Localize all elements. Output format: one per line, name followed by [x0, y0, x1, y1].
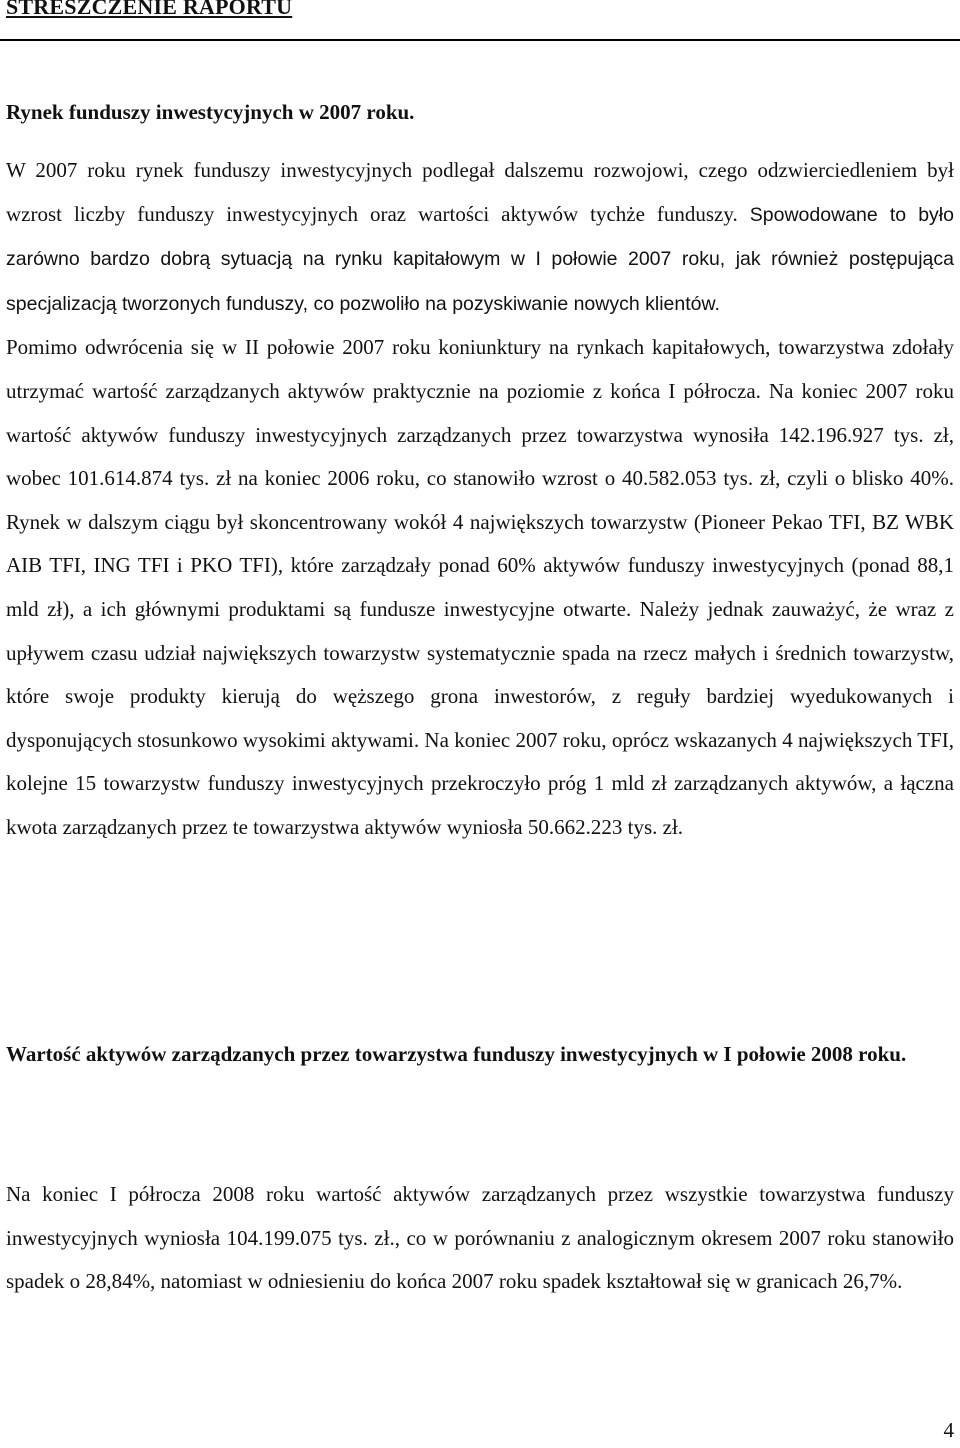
paragraph-market-details: Pomimo odwrócenia się w II połowie 2007 roku koniunktury na rynkach kapitałowych, towarzystwa zdołały utrzymać wartość zarządzanych aktywów praktycznie na poziomie z końca I półrocza. Na koniec 2007 roku wartość aktywów funduszy inwestycyjnych zarządzanych przez towarzystwa wynosiła 142.196.927 tys. zł, wobec 101.614.874 tys. zł na koniec 2006 roku, co stanowiło wzrost o 40.582.053 tys. zł, czyli o blisko 40%. Rynek w dalszym ciągu był skoncentrowany wokół 4 największych towarzystw (Pioneer Pekao TFI, BZ WBK AIB TFI, ING TFI i PKO TFI), które zarządzały ponad 60% aktywów funduszy inwestycyjnych (ponad 88,1 mld zł), a ich głównymi produktami są fundusze inwestycyjne otwarte. Należy jednak zauważyć, że wraz z upływem czasu udział największych towarzystw systematycznie spada na rzecz małych i średnich towarzystw, które swoje produkty kierują do węższego grona inwestorów, z reguły bardziej wyedukowanych i dysponujących stosunkowo wysokimi aktywami. Na koniec 2007 roku, oprócz wskazanych 4 największych TFI, kolejne 15 towarzystw funduszy inwestycyjnych przekroczyło próg 1 mld zł zarządzanych aktywów, a łączna kwota zarządzanych przez te towarzystwa aktywów wyniosła 50.662.223 tys. zł.: [6, 335, 954, 839]
section-1-body: [6, 149, 954, 850]
page-header-title: STRESZCZENIE RAPORTU: [6, 0, 293, 19]
header-divider: [0, 39, 960, 41]
paragraph-intro: W 2007 roku rynek funduszy inwestycyjnych podlegał dalszemu rozwojowi, czego odzwierciedleniem był wzrost liczby funduszy inwestycyjnych oraz wartości aktywów tychże funduszy.: [6, 158, 954, 226]
section-heading-2007-market: Rynek funduszy inwestycyjnych w 2007 roku.: [6, 100, 415, 124]
page-number: 4: [943, 1418, 954, 1442]
paragraph-intro-continued: Spowodowane to było zarówno bardzo dobrą sytuacją na rynku kapitałowym w I połowie 2007 roku, jak również postępująca specjalizacją tworzonych funduszy, co pozwoliło na pozyskiwanie nowych klientów.: [6, 203, 954, 315]
paragraph-2008-assets: Na koniec I półrocza 2008 roku wartość aktywów zarządzanych przez wszystkie towarzystwa funduszy inwestycyjnych wyniosła 104.199.075 tys. zł., co w porównaniu z analogicznym okresem 2007 roku stanowiło spadek o 28,84%, natomiast w odniesieniu do końca 2007 roku spadek kształtował się w granicach 26,7%.: [6, 1182, 954, 1294]
section-heading-2008-assets: Wartość aktywów zarządzanych przez towarzystwa funduszy inwestycyjnych w I połowie 2008 roku.: [6, 1042, 907, 1066]
